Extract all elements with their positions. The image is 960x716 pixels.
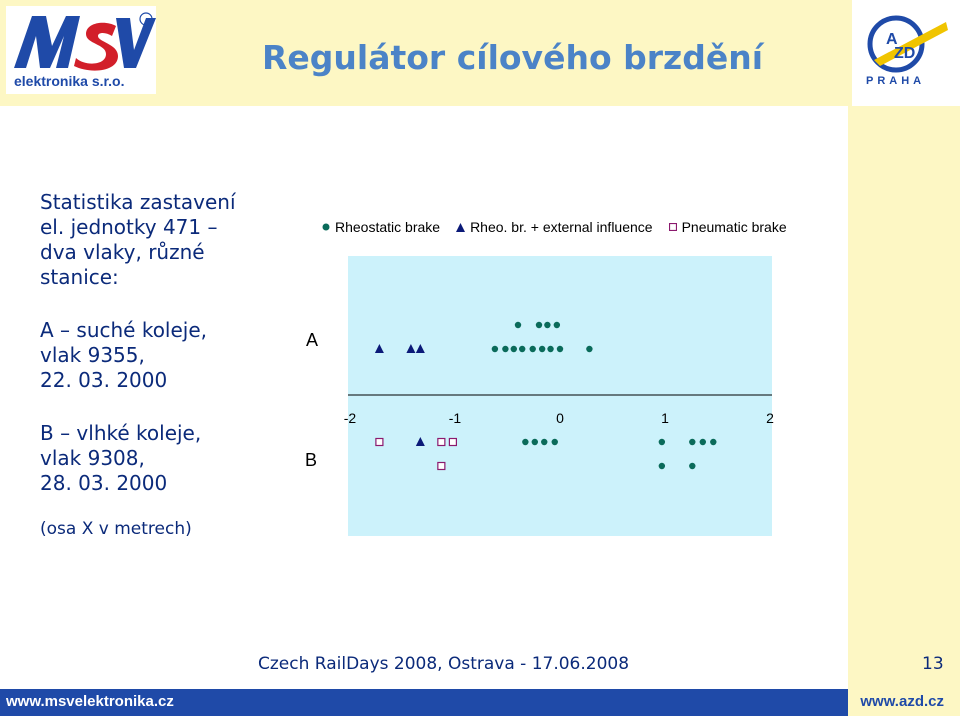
pneumatic-point [438, 463, 445, 470]
rheostatic-point [659, 439, 665, 445]
x-tick-label: -2 [343, 410, 357, 426]
dataset-b-line: vlak 9308, [40, 446, 145, 470]
dataset-b-line: B – vlhké koleje, [40, 421, 202, 445]
msv-logo [6, 6, 156, 94]
svg-text:ZD: ZD [894, 45, 916, 62]
legend-item-pneumatic [669, 219, 787, 235]
rheostatic-point [689, 439, 695, 445]
rheostatic-point [659, 463, 665, 469]
dataset-a-line: vlak 9355, [40, 343, 145, 367]
logo-right-text: PRAHA [866, 75, 926, 87]
footer-url-right-box [848, 689, 960, 716]
rheostatic-point [541, 439, 547, 445]
rheostatic-point [552, 439, 558, 445]
legend-label: Rheo. br. + external influence [470, 219, 653, 235]
rheostatic-point [515, 322, 521, 328]
logo-left-text: elektronika s.r.o. [14, 73, 125, 89]
rheostatic-point [519, 346, 525, 352]
plot-area [348, 256, 772, 536]
rheostatic-point [547, 346, 553, 352]
axis-note: (osa X v metrech) [40, 519, 192, 539]
right-decor-stripe [848, 106, 960, 702]
intro-line: stanice: [40, 265, 119, 289]
pneumatic-point [376, 439, 383, 446]
stopping-scatter-chart [340, 250, 780, 540]
intro-line: el. jednotky 471 – [40, 215, 218, 239]
dataset-a-line: 22. 03. 2000 [40, 368, 168, 392]
rheostatic-point [539, 346, 545, 352]
rheostatic-point [586, 346, 592, 352]
rheostatic-point [502, 346, 508, 352]
intro-line: Statistika zastavení [40, 190, 236, 214]
page-number: 13 [922, 654, 944, 674]
rheostatic-point [530, 346, 536, 352]
intro-line: dva vlaky, různé [40, 240, 205, 264]
rheostatic-point [554, 322, 560, 328]
legend-label: Pneumatic brake [681, 219, 787, 235]
dataset-b-line: 28. 03. 2000 [40, 471, 168, 495]
rheostatic-point [536, 322, 542, 328]
chart-legend [322, 219, 803, 235]
legend-label: Rheostatic brake [335, 219, 441, 235]
rheostatic-point [522, 439, 528, 445]
x-tick-label: 2 [766, 410, 774, 426]
rheostatic-point [544, 322, 550, 328]
x-tick-label: 1 [661, 410, 669, 426]
pneumatic-point [449, 439, 456, 446]
rheostatic-point [511, 346, 517, 352]
legend-item-external [456, 219, 653, 235]
rheostatic-point [710, 439, 716, 445]
pneumatic-point [438, 439, 445, 446]
header-banner [0, 0, 960, 106]
azd-logo [852, 0, 960, 106]
rheostatic-point [557, 346, 563, 352]
x-tick-label: 0 [556, 410, 564, 426]
triangle-marker-icon [456, 223, 465, 232]
footer-url-left[interactable]: www.msvelektronika.cz [6, 693, 174, 710]
circle-marker-icon [322, 223, 330, 231]
footer-url-right[interactable]: www.azd.cz [860, 693, 944, 710]
footer-event: Czech RailDays 2008, Ostrava - 17.06.2008 [258, 654, 630, 674]
row-label-b: B [305, 450, 318, 470]
dataset-a-description [40, 318, 207, 393]
legend-item-rheostatic [322, 219, 440, 235]
x-tick-label: -1 [448, 410, 462, 426]
rheostatic-point [532, 439, 538, 445]
svg-text:A: A [886, 31, 898, 48]
rheostatic-point [700, 439, 706, 445]
page-title: Regulátor cílového brzdění [262, 38, 764, 77]
square-marker-icon [669, 223, 677, 231]
intro-text [40, 190, 300, 290]
rheostatic-point [492, 346, 498, 352]
dataset-a-line: A – suché koleje, [40, 318, 208, 342]
dataset-b-description [40, 421, 201, 496]
row-label-a: A [306, 330, 319, 350]
rheostatic-point [689, 463, 695, 469]
